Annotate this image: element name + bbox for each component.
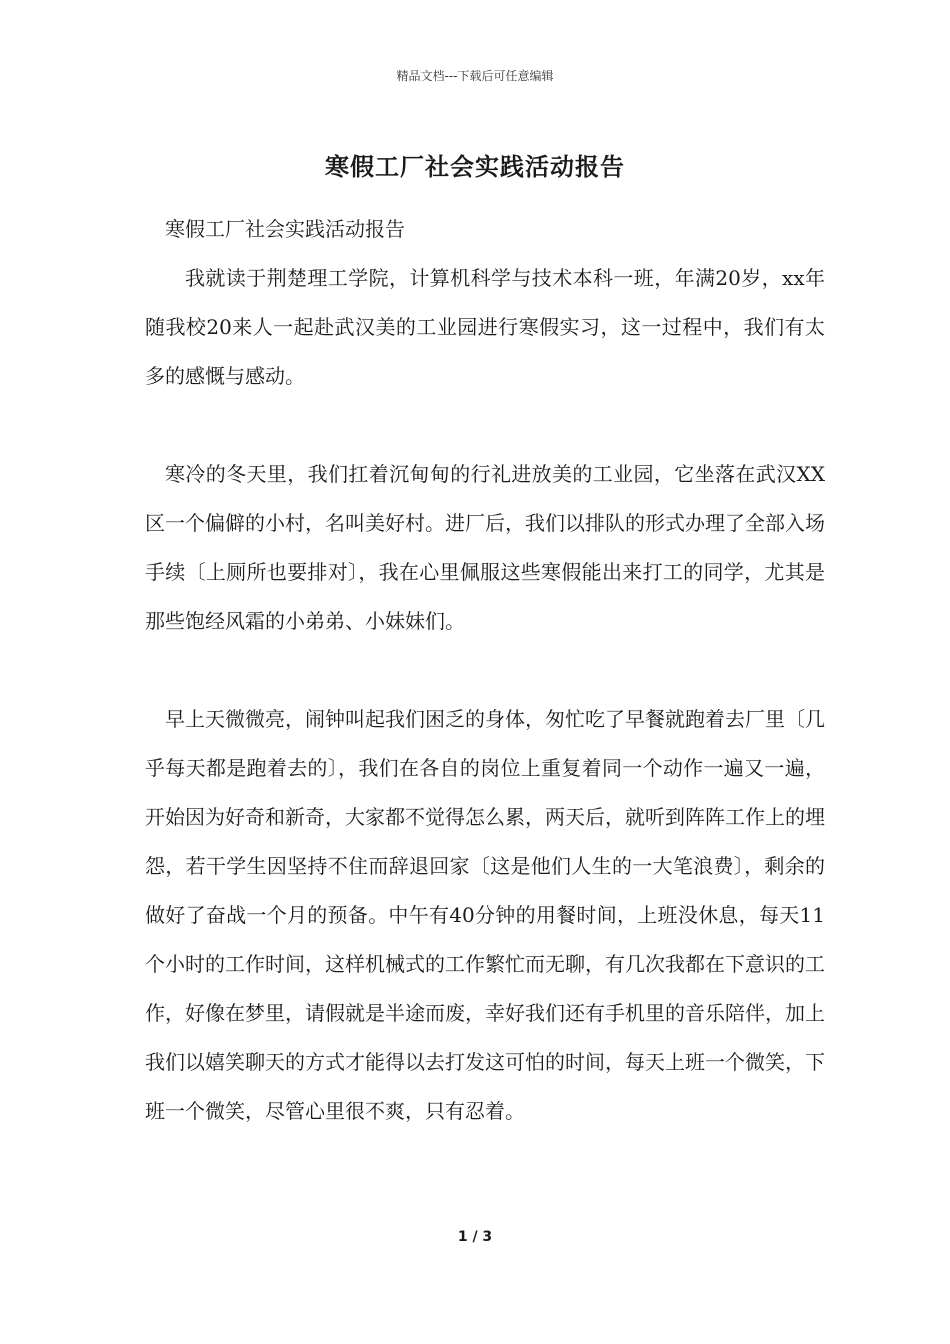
paragraph-3: 早上天微微亮，闹钟叫起我们困乏的身体，匆忙吃了早餐就跑着去厂里〔几乎每天都是跑着去的〕，我们在各自的岗位上重复着同一个动作一遍又一遍，开始因为好奇和新奇，大家都不觉得怎么累，两天后，就听到阵阵工作上的埋怨，若干学生因坚持不住而辞退回家〔这是他们人生的一大笔浪费〕，剩余的做好了奋战一个月的预备。中午有40分钟的用餐时间，上班没休息，每天11个小时的工作时间，这样机械式的工作繁忙而无聊，有几次我都在下意识的工作，好像在梦里，请假就是半途而废，幸好我们还有手机里的音乐陪伴，加上我们以嬉笑聊天的方式才能得以去打发这可怕的时间，每天上班一个微笑，下班一个微笑，尽管心里很不爽，只有忍着。 bbox=[145, 707, 825, 1123]
document-subtitle: 寒假工厂社会实践活动报告 bbox=[165, 217, 405, 241]
document-title: 寒假工厂社会实践活动报告 bbox=[325, 152, 625, 181]
paragraph-spacer bbox=[145, 646, 825, 695]
running-header: 精品文档---下载后可任意编辑 bbox=[396, 69, 554, 83]
paragraph-spacer bbox=[145, 401, 825, 450]
page-number: 1 / 3 bbox=[457, 1229, 493, 1245]
document-body bbox=[145, 205, 825, 1136]
paragraph-1: 我就读于荆楚理工学院，计算机科学与技术本科一班，年满20岁，xx年随我校20来人一起赴武汉美的工业园进行寒假实习，这一过程中，我们有太多的感慨与感动。 bbox=[145, 266, 825, 388]
paragraph-2: 寒冷的冬天里，我们扛着沉甸甸的行礼进放美的工业园，它坐落在武汉XX区一个偏僻的小村，名叫美好村。进厂后，我们以排队的形式办理了全部入场手续〔上厕所也要排对〕，我在心里佩服这些寒假能出来打工的同学，尤其是那些饱经风霜的小弟弟、小妹妹们。 bbox=[145, 462, 825, 633]
